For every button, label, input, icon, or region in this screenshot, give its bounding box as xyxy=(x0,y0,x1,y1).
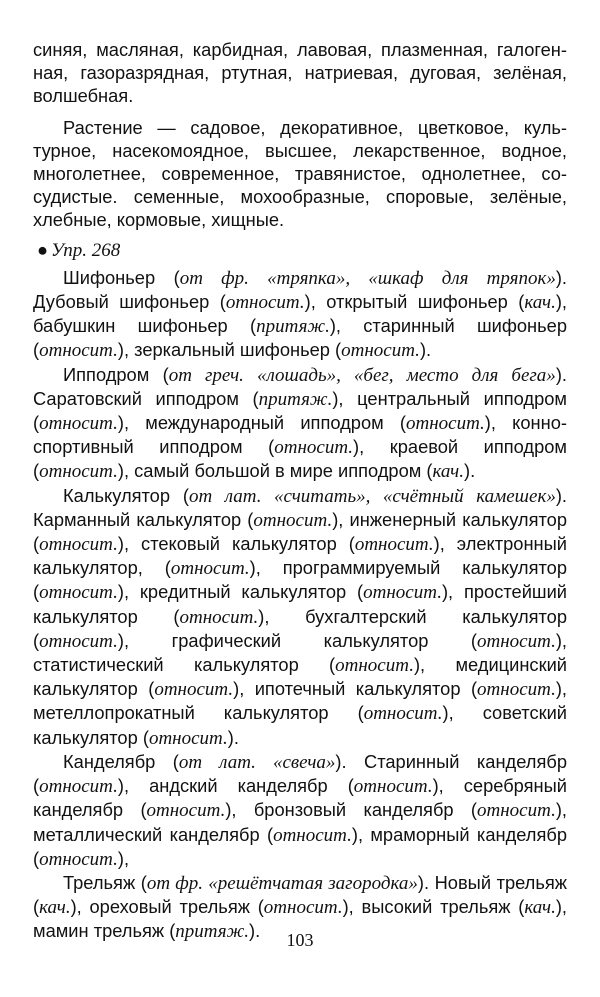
italic-note: относит. xyxy=(477,800,556,822)
text-run: ), краевой ипподром ( xyxy=(33,436,568,482)
text-run: ), статистический калькулятор ( xyxy=(33,629,567,676)
text-run: Калькулятор ( xyxy=(63,484,189,506)
text-run: ), металлический канделябр ( xyxy=(33,799,567,845)
paragraph-p6 xyxy=(33,750,567,871)
paragraph-p1 xyxy=(33,38,567,108)
text-run: ), простейший калькулятор ( xyxy=(33,581,567,627)
page-text xyxy=(33,38,567,944)
text-run: ). Саратовский ипподром ( xyxy=(33,363,567,409)
text-run: ), кредитный калькулятор ( xyxy=(117,581,364,603)
text-run: Шифоньер ( xyxy=(63,266,180,288)
text-run: ), электронный калькулятор, ( xyxy=(33,533,568,579)
italic-note: относит. xyxy=(363,582,442,604)
text-run: ). xyxy=(249,920,261,942)
text-run: ). xyxy=(463,460,476,482)
text-run: ), старинный шифоньер ( xyxy=(33,315,568,361)
italic-note: относит. xyxy=(39,461,118,483)
paragraph-p5 xyxy=(33,484,567,750)
paragraph-p3 xyxy=(33,266,567,363)
italic-note: относит. xyxy=(39,630,118,652)
text-run: ), открытый шифоньер ( xyxy=(304,291,525,313)
text-run: ), серебряный канделябр ( xyxy=(33,775,567,821)
italic-note: относит. xyxy=(263,897,343,919)
italic-note: кач. xyxy=(524,897,556,919)
italic-note: относит. xyxy=(274,437,354,459)
text-run: Ипподром ( xyxy=(63,363,169,385)
text-run: ), стековый калькулятор ( xyxy=(117,533,355,555)
italic-note: относит. xyxy=(273,824,352,846)
text-run: ), высокий трельяж ( xyxy=(342,896,525,918)
text-run: Растение — садовое, декоративное, цветковое, культурное, насекомоядное, высшее, лекарственное, водное, многолетнее, современное, травянистое, однолетнее, сосудистые. семенные, мохообразные, споровые, зелёные, хлебные, кормовые, хищные. xyxy=(33,116,567,231)
text-run: ), конно-спортивный ипподром ( xyxy=(33,412,567,458)
text-run: ). xyxy=(419,339,432,361)
text-run: ), бронзовый канделябр ( xyxy=(225,799,478,821)
italic-note: относит. xyxy=(170,558,250,580)
italic-note: относит. xyxy=(146,800,226,822)
text-run: ), ипотечный калькулятор ( xyxy=(233,678,478,700)
text-run: ). Карманный калькулятор ( xyxy=(33,484,567,530)
text-run: ), андский канделябр ( xyxy=(117,775,354,797)
italic-note: притяж. xyxy=(256,316,330,338)
text-run: ), советский калькулятор ( xyxy=(33,702,568,748)
italic-note: относит. xyxy=(341,340,420,362)
text-run: ), зеркальный шифоньер ( xyxy=(117,339,342,361)
text-run: ), центральный ипподром ( xyxy=(33,387,567,434)
italic-note: относит. xyxy=(39,848,118,870)
italic-note: кач. xyxy=(432,461,464,483)
italic-note: относит. xyxy=(406,413,485,435)
italic-note: относит. xyxy=(363,703,443,725)
italic-note: кач. xyxy=(524,292,556,314)
italic-note: относит. xyxy=(477,630,556,652)
text-run: ), ореховый трельяж ( xyxy=(70,896,264,918)
italic-note: относит. xyxy=(39,776,118,798)
italic-note: относит. xyxy=(39,582,118,604)
italic-note: от фр. «решётчатая загородка» xyxy=(146,872,418,894)
text-run: ), xyxy=(117,847,130,869)
text-run: Канделябр ( xyxy=(63,750,179,772)
text-run: ), самый большой в мире ипподром ( xyxy=(117,460,433,482)
text-run: ). Старинный канделябр ( xyxy=(33,750,567,797)
italic-note: относит. xyxy=(39,413,118,435)
italic-note: относит. xyxy=(225,292,305,314)
text-run: ), графический калькулятор ( xyxy=(117,629,478,651)
italic-note: относит. xyxy=(154,679,234,701)
text-run: ). Дубовый шифоньер ( xyxy=(33,266,568,313)
text-run: ), инженерный калькулятор ( xyxy=(33,508,567,555)
text-run: ). xyxy=(227,726,239,748)
text-run: Трельяж ( xyxy=(63,871,147,893)
text-run: ). Новый трельяж ( xyxy=(33,871,568,918)
italic-note: относит. xyxy=(253,509,333,531)
italic-note: от лат. «считать», «счётный камешек» xyxy=(189,485,556,507)
text-run: ), бабушкин шифоньер ( xyxy=(33,291,567,337)
italic-note: относит. xyxy=(148,727,228,749)
text-run: ), медицинский калькулятор ( xyxy=(33,654,567,700)
text-run: синяя, масляная, карбидная, лавовая, плазменная, галогенная, газоразрядная, ртутная, натриевая, дуговая, зелёная, волшебная. xyxy=(33,39,567,107)
italic-note: кач. xyxy=(39,897,71,919)
text-run: ), мамин трельяж ( xyxy=(33,896,567,942)
italic-note: притяж. xyxy=(258,388,333,410)
bullet-icon: ● xyxy=(37,238,49,260)
italic-note: относит. xyxy=(39,340,118,362)
paragraph-p4 xyxy=(33,363,567,484)
text-run: ), международный ипподром ( xyxy=(117,412,406,434)
page-number: 103 xyxy=(286,930,314,950)
text-run: ), бухгалтерский калькулятор ( xyxy=(33,605,568,651)
italic-note: от греч. «лошадь», «бег, место для бега» xyxy=(168,364,556,386)
italic-note: относит. xyxy=(477,679,556,701)
italic-note: относит. xyxy=(353,776,433,798)
italic-note: относит. xyxy=(335,655,414,677)
exercise-heading xyxy=(33,238,567,262)
italic-note: относит. xyxy=(39,534,118,556)
text-run: ), программируемый калькулятор ( xyxy=(33,557,567,603)
italic-note: от фр. «тряпка», «шкаф для тряпок» xyxy=(179,267,556,289)
italic-note: от лат. «свеча» xyxy=(178,751,336,773)
italic-note: относит. xyxy=(179,606,259,628)
exercise-label: Упр. 268 xyxy=(51,239,121,261)
paragraph-p2 xyxy=(33,116,567,232)
italic-note: относит. xyxy=(354,534,434,556)
italic-note: притяж. xyxy=(175,921,249,943)
text-run: ), метеллопрокатный калькулятор ( xyxy=(33,678,568,724)
text-run: ), мраморный канделябр ( xyxy=(33,823,568,869)
